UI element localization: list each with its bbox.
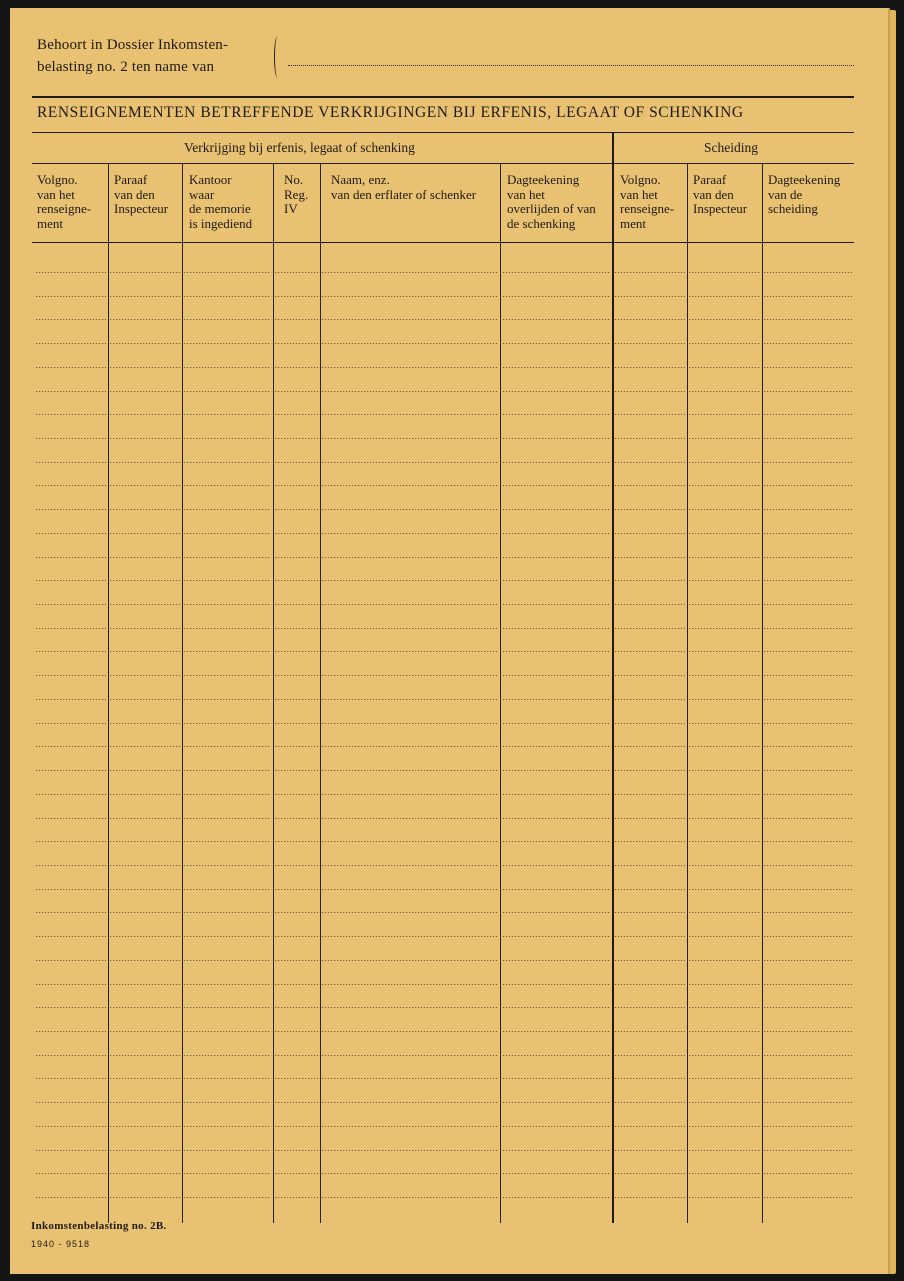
column-header-scheiding-volgno: Volgno. van het renseigne- ment <box>620 172 675 231</box>
form-title: RENSEIGNEMENTEN BETREFFENDE VERKRIJGINGEN BIJ ERFENIS, LEGAAT OF SCHENKING <box>37 104 744 121</box>
column-header-scheiding-paraaf: Paraaf van den Inspecteur <box>693 172 748 216</box>
column-header-paraaf: Paraaf van den Inspecteur <box>114 172 169 216</box>
print-code: 1940 - 9518 <box>31 1239 91 1249</box>
column-header-dagteekening-overlijden: Dagteekening van het overlijden of van de schenking <box>507 172 596 231</box>
group-label-inheritance: Verkrijging bij erfenis, legaat of schenking <box>184 140 415 155</box>
group-label-separation: Scheiding <box>704 140 758 155</box>
dossier-line-1: Behoort in Dossier Inkomsten- <box>37 37 229 53</box>
column-header-dagteekening-scheiding: Dagteekening van de scheiding <box>768 172 841 216</box>
column-header-naam: Naam, enz. van den erflater of schenker <box>331 172 477 202</box>
column-header-reg-no: No. Reg. IV <box>284 172 309 216</box>
dossier-line-2: belasting no. 2 ten name van <box>37 59 215 75</box>
column-header-volgno: Volgno. van het renseigne- ment <box>37 172 92 231</box>
form-code: Inkomstenbelasting no. 2B. <box>31 1220 167 1232</box>
column-header-kantoor: Kantoor waar de memorie is ingediend <box>189 172 253 231</box>
